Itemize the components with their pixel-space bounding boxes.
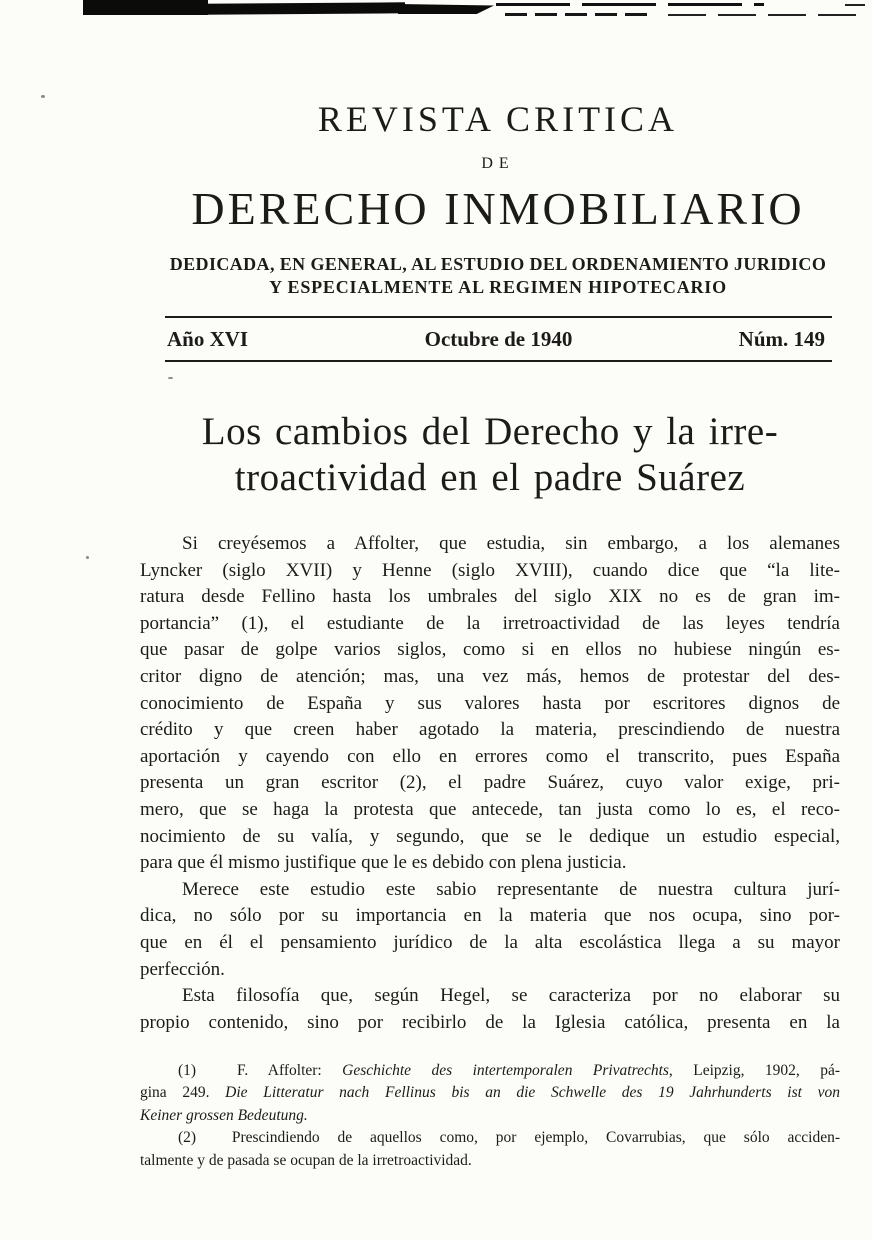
scan-speckle: [86, 556, 89, 559]
scan-artifact-bar: [83, 0, 208, 15]
scan-speckle: [168, 377, 173, 379]
body-line: para que él mismo justifique que le es debido con plena justicia.: [140, 852, 627, 874]
body-line: Si creyésemos a Affolter, que estudia, sin embargo, a los alemanes: [182, 533, 840, 554]
footnote-line: [140, 1060, 840, 1082]
footnote-line: [140, 1127, 840, 1149]
body-line: crédito y que creen haber agotado la materia, prescindiendo de nuestra: [140, 719, 840, 741]
footnote-line: [140, 1082, 840, 1104]
scan-speckle: [41, 95, 45, 98]
footnote-line: [140, 1150, 840, 1172]
article-body: [140, 531, 840, 1036]
article-title: [140, 409, 840, 501]
footnote-text: , Leipzig, 1902, pá-: [668, 1062, 840, 1079]
body-line: aportación y cayendo con ello en errores como el transcrito, pues España: [140, 745, 840, 767]
journal-dedication-line1: DEDICADA, EN GENERAL, AL ESTUDIO DEL ORDENAMIENTO JURIDICO: [169, 254, 827, 274]
body-line: propio contenido, sino por recibirlo de la Iglesia católica, presenta en la: [140, 1011, 840, 1033]
scan-artifact-line: [845, 4, 865, 6]
journal-title-connector: DE: [481, 155, 515, 172]
body-line: ratura desde Fellino hasta los umbrales del siglo XIX no es de gran im-: [140, 586, 840, 608]
article-title-line1: Los cambios del Derecho y la irre-: [201, 410, 779, 453]
issue-year: Año XVI: [167, 326, 249, 351]
body-line: portancia” (1), el estudiante de la irretroactividad de las leyes tendría: [140, 612, 840, 634]
body-line: conocimiento de España y sus valores hasta por escritores dignos de: [140, 692, 840, 714]
footnotes: [140, 1060, 840, 1172]
body-line: que en él el pensamiento jurídico de la alta escolástica llega a su mayor: [140, 931, 840, 953]
body-line: perfección.: [140, 958, 225, 980]
journal-title-top: REVISTA CRITICA: [317, 99, 679, 139]
body-line: nocimiento de su valía, y segundo, que se le dedique un estudio especial,: [140, 825, 840, 847]
body-line: Lyncker (siglo XVII) y Henne (siglo XVIII), cuando dice que “la lite-: [140, 559, 840, 581]
issue-number: Núm. 149: [738, 326, 825, 351]
footnote-italic-text: Geschichte des intertemporalen Privatrechts: [342, 1062, 669, 1079]
issue-bar: [165, 316, 832, 362]
footnote-text: talmente y de pasada se ocupan de la irretroactividad.: [140, 1151, 472, 1169]
body-line: critor digno de atención; mas, una vez más, hemos de protestar del des-: [140, 665, 840, 687]
body-line: que pasar de golpe varios siglos, como si en ellos no hubiese ningún es-: [140, 639, 840, 661]
body-line: mero, que se haga la protesta que antecede, tan justa como lo es, el reco-: [140, 798, 840, 820]
body-line: Merece este estudio este sabio representante de nuestra cultura jurí-: [182, 878, 840, 900]
article-title-line2: troactividad en el padre Suárez: [234, 456, 746, 499]
footnote-text: gina 249.: [140, 1084, 226, 1102]
footnote-italic-text: Keiner grossen Bedeutung.: [140, 1106, 308, 1124]
journal-dedication-line2: Y ESPECIALMENTE AL REGIMEN HIPOTECARIO: [269, 277, 727, 297]
scan-artifact-line: [668, 14, 868, 16]
body-line: dica, no sólo por su importancia en la materia que nos ocupa, sino por-: [140, 905, 840, 927]
body-line: Esta filosofía que, según Hegel, se caracteriza por no elaborar su: [182, 985, 840, 1007]
footnote-line: [140, 1105, 840, 1127]
masthead: [148, 99, 848, 299]
scan-artifact-bar: [398, 4, 494, 14]
issue-date: Octubre de 1940: [424, 326, 573, 351]
scan-artifact-line: [496, 3, 764, 6]
footnote-text: (1) F. Affolter:: [178, 1062, 343, 1079]
footnote-text: (2) Prescindiendo de aquellos como, por ejemplo, Covarrubias, que sólo acciden-: [178, 1129, 840, 1147]
scan-artifact-bar: [200, 2, 405, 14]
body-line: presenta un gran escritor (2), el padre Suárez, cuyo valor exige, pri-: [140, 772, 840, 794]
journal-title-main: DERECHO INMOBILIARIO: [191, 183, 805, 234]
footnote-italic-text: Die Litteratur nach Fellinus bis an die Schwelle des 19 Jahrhunderts ist von: [225, 1084, 840, 1102]
scan-artifact-line: [505, 13, 655, 16]
